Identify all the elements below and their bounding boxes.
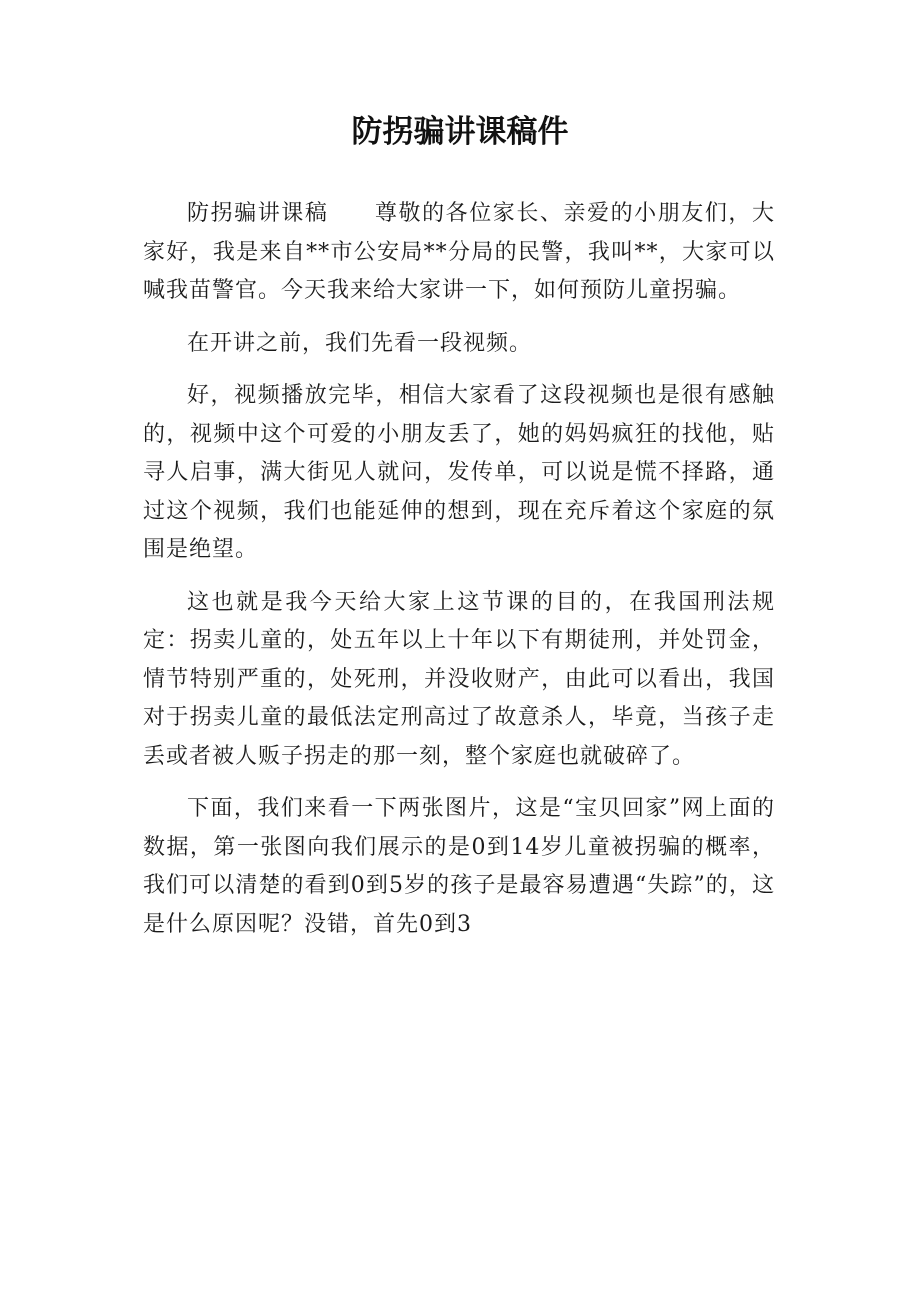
paragraph-1 <box>143 195 775 311</box>
paragraph-3 <box>143 377 775 570</box>
paragraph-5 <box>143 790 775 944</box>
paragraph-4 <box>143 584 775 777</box>
paragraph-text: 尊敬的各位家长、亲爱的小朋友们，大家好，我是来自**市公安局**分局的民警，我叫**，大家可以喊我苗警官。今天我来给大家讲一下，如何预防儿童拐骗。 <box>143 201 775 303</box>
paragraph-lead: 防拐骗讲课稿 <box>187 201 329 226</box>
paragraph-text: 这也就是我今天给大家上这节课的目的，在我国刑法规定：拐卖儿童的，处五年以上十年以下有期徒刑，并处罚金，情节特别严重的，处死刑，并没收财产，由此可以看出，我国对于拐卖儿童的最低法定刑高过了故意杀人，毕竟，当孩子走丢或者被人贩子拐走的那一刻，整个家庭也就破碎了。 <box>143 589 775 769</box>
document-body <box>143 195 775 958</box>
document-title: 防拐骗讲课稿件 <box>351 114 569 150</box>
paragraph-2 <box>143 325 775 364</box>
paragraph-text: 好，视频播放完毕，相信大家看了这段视频也是很有感触的，视频中这个可爱的小朋友丢了，她的妈妈疯狂的找他，贴寻人启事，满大街见人就问，发传单，可以说是慌不择路，通过这个视频，我们也能延伸的想到，现在充斥着这个家庭的氛围是绝望。 <box>143 383 775 562</box>
paragraph-text: 下面，我们来看一下两张图片，这是“宝贝回家”网上面的数据，第一张图向我们展示的是0到14岁儿童被拐骗的概率，我们可以清楚的看到0到5岁的孩子是最容易遭遇“失踪”的，这是什么原因呢？没错，首先0到3 <box>143 796 775 937</box>
paragraph-text: 在开讲之前，我们先看一段视频。 <box>187 330 533 356</box>
